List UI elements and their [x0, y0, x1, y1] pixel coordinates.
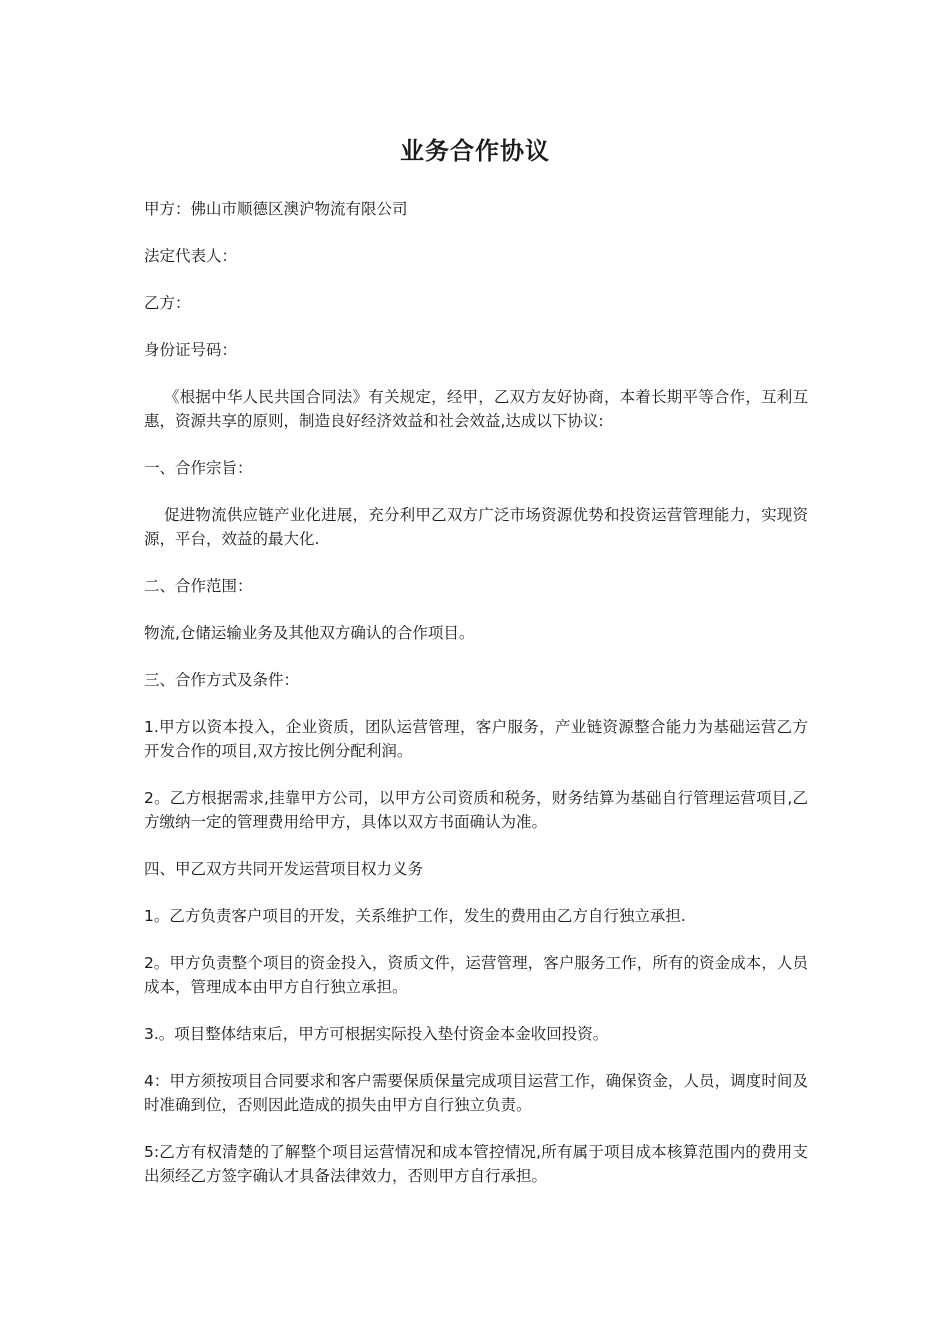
document-title: 业务合作协议	[400, 137, 550, 165]
id-number-line: 身份证号码：	[144, 341, 238, 359]
preamble-paragraph: 《根据中华人民共国合同法》有关规定，经甲，乙双方友好协商，本着长期平等合作，互利互惠，资源共享的原则，制造良好经济效益和社会效益,达成以下协议:	[144, 388, 808, 430]
section-1-body: 促进物流供应链产业化进展，充分利甲乙双方广泛市场资源优势和投资运营管理能力，实现资源，平台，效益的最大化.	[144, 506, 808, 548]
section-4-item-1: 1。乙方负责客户项目的开发，关系维护工作，发生的费用由乙方自行独立承担.	[144, 907, 686, 925]
section-3-item-2: 2。乙方根据需求,挂靠甲方公司，以甲方公司资质和税务，财务结算为基础自行管理运营项目,乙方缴纳一定的管理费用给甲方，具体以双方书面确认为准。	[144, 789, 808, 831]
section-3-heading: 三、合作方式及条件：	[144, 671, 300, 689]
party-b-line: 乙方：	[144, 294, 191, 312]
section-2-body: 物流,仓储运输业务及其他双方确认的合作项目。	[144, 624, 475, 642]
section-2-heading: 二、合作范围：	[144, 577, 253, 595]
document-body	[144, 197, 808, 1211]
section-4-item-2: 2。甲方负责整个项目的资金投入，资质文件，运营管理，客户服务工作，所有的资金成本，人员成本，管理成本由甲方自行独立承担。	[144, 954, 808, 996]
section-4-item-5: 5:乙方有权清楚的了解整个项目运营情况和成本管控情况,所有属于项目成本核算范围内的费用支出须经乙方签字确认才具备法律效力，否则甲方自行承担。	[144, 1143, 808, 1185]
section-4-item-4: 4：甲方须按项目合同要求和客户需要保质保量完成项目运营工作，确保资金，人员，调度时间及时准确到位，否则因此造成的损失由甲方自行独立负责。	[144, 1072, 808, 1114]
party-a-line: 甲方：佛山市顺德区澳沪物流有限公司	[144, 200, 408, 218]
legal-representative-line: 法定代表人：	[144, 247, 238, 265]
section-4-heading: 四、甲乙双方共同开发运营项目权力义务	[144, 860, 424, 878]
section-3-item-1: 1.甲方以资本投入，企业资质，团队运营管理，客户服务，产业链资源整合能力为基础运营乙方开发合作的项目,双方按比例分配利润。	[144, 718, 808, 760]
section-4-item-3: 3.。项目整体结束后，甲方可根据实际投入垫付资金本金收回投资。	[144, 1025, 609, 1043]
section-1-heading: 一、合作宗旨：	[144, 459, 253, 477]
